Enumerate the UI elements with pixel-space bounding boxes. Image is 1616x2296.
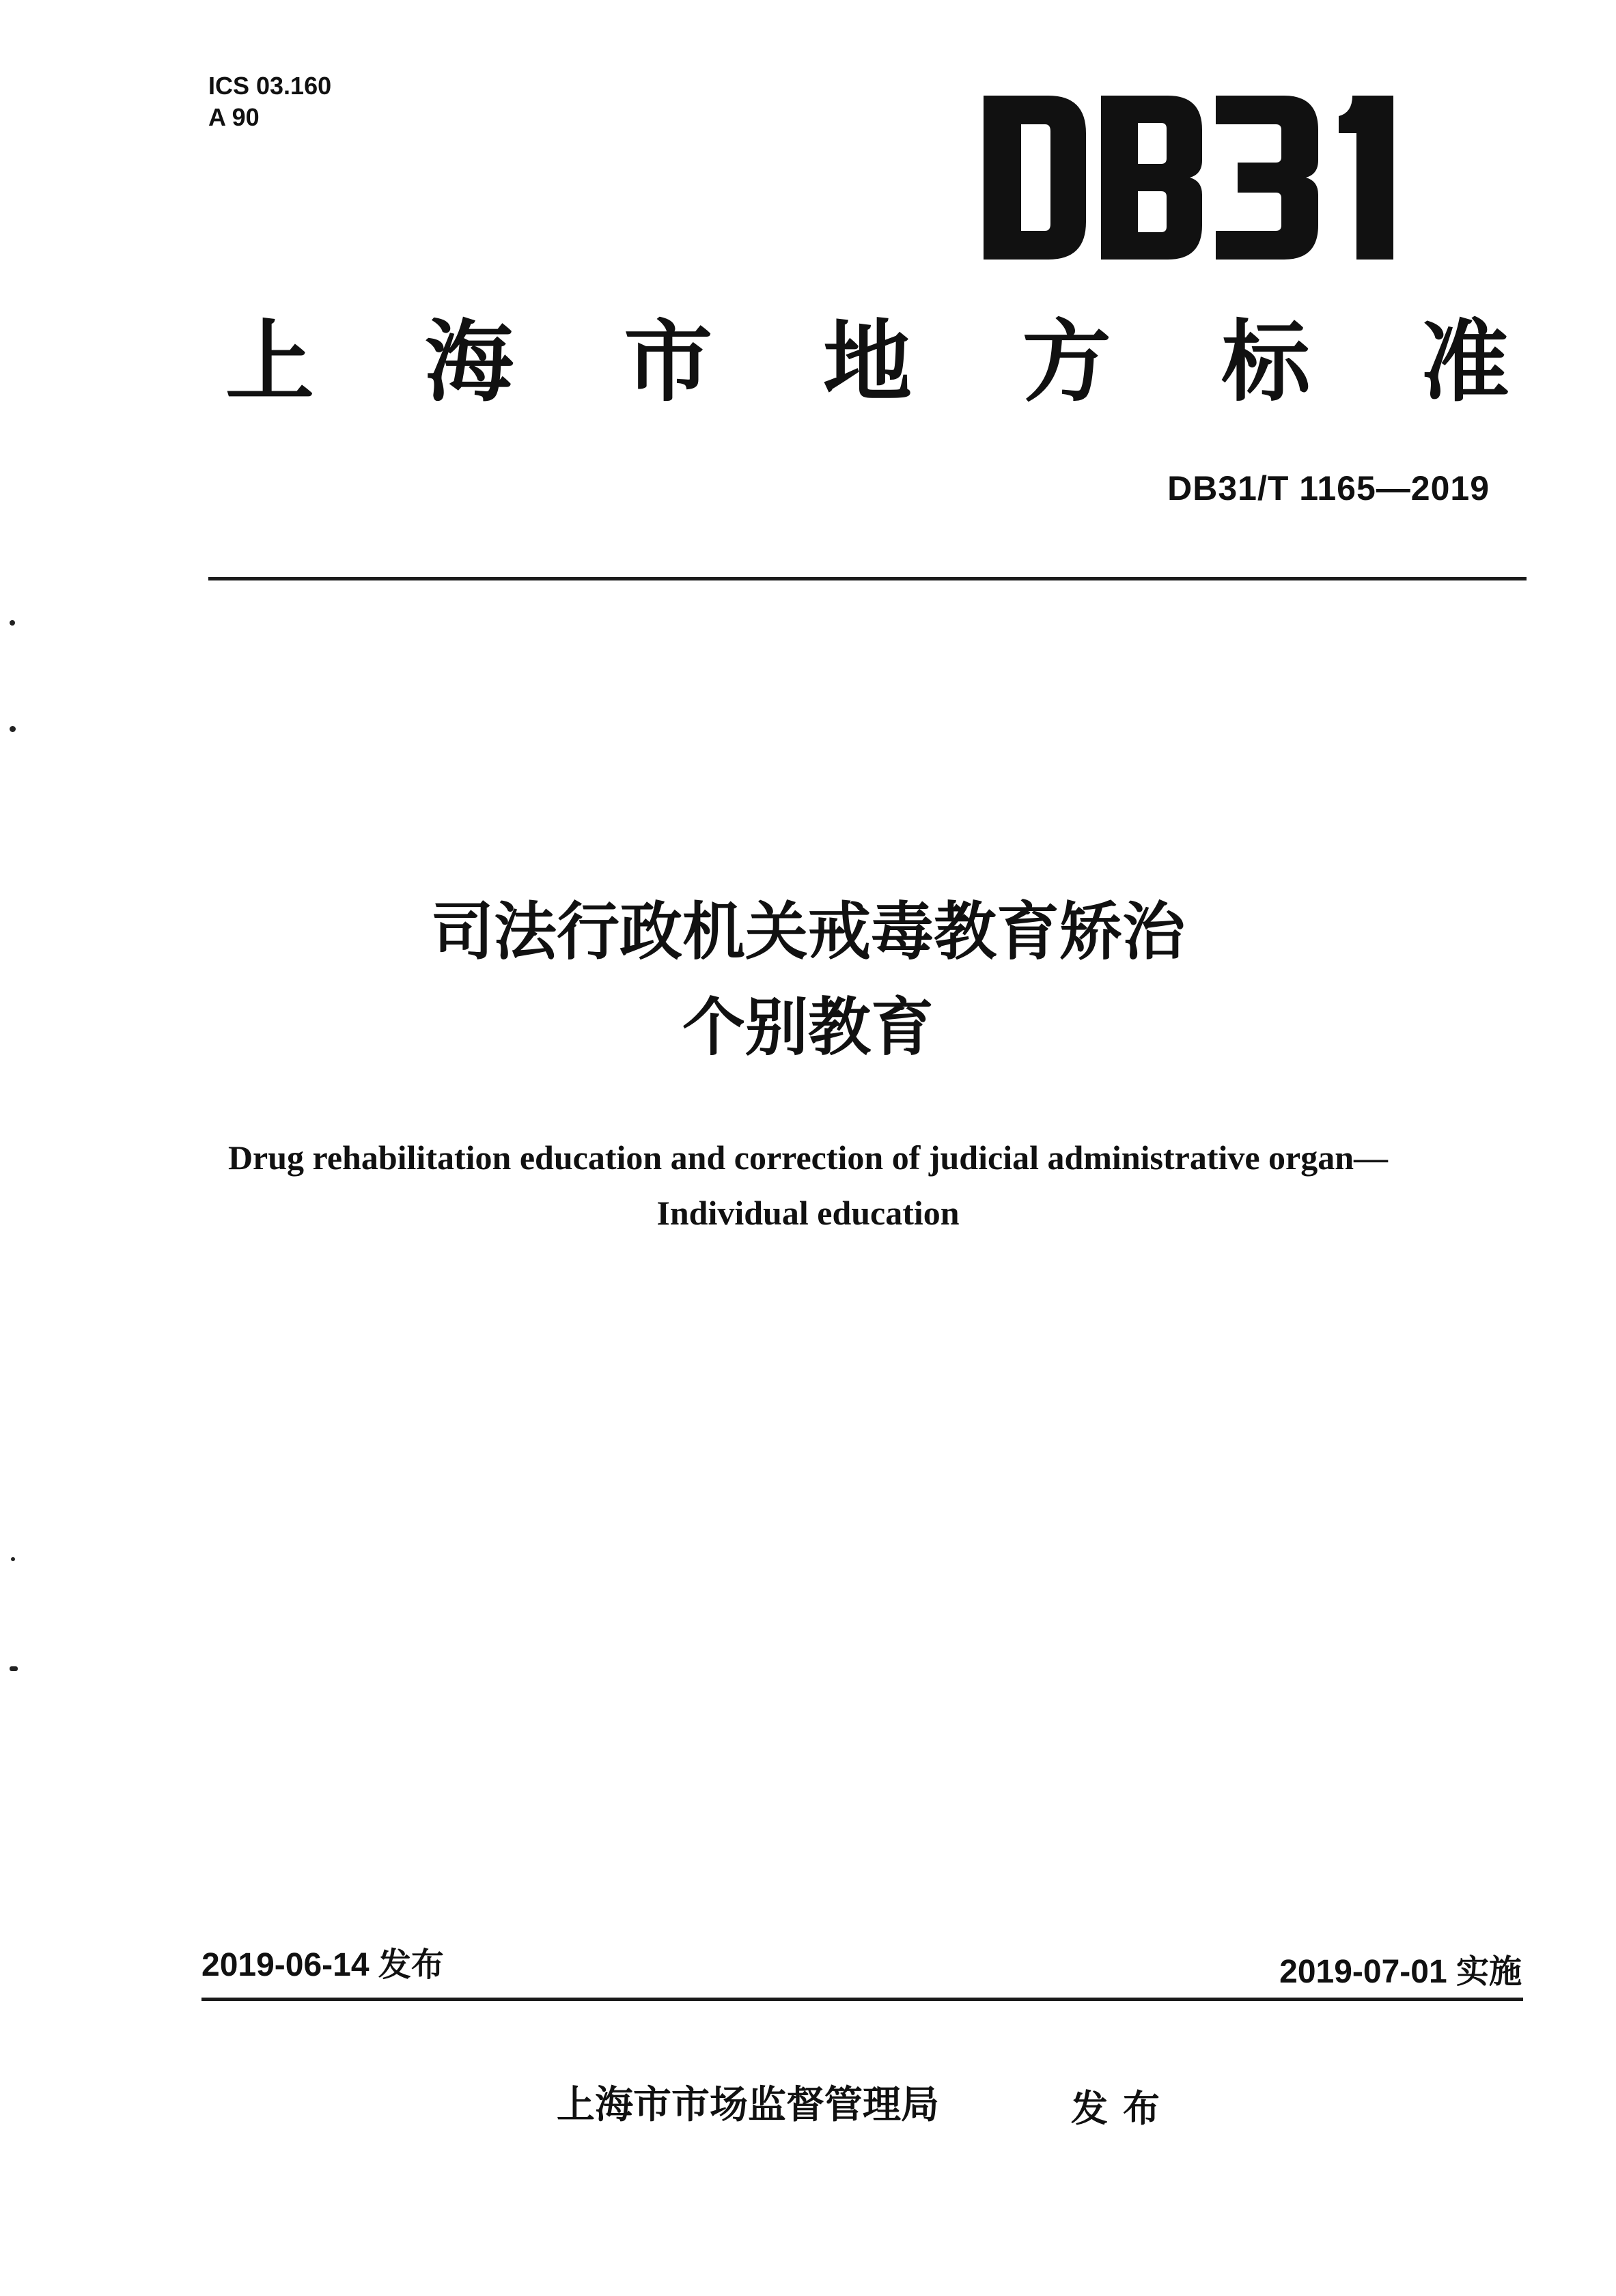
standard-type-heading	[225, 311, 1509, 413]
implementation-date: 2019-07-01 实施	[1279, 1954, 1522, 1990]
scan-speck	[10, 620, 15, 626]
header-divider	[208, 577, 1527, 580]
publisher-action: 发布	[1071, 2087, 1175, 2130]
standard-type-char: 上	[225, 310, 315, 414]
standard-type-char: 地	[822, 310, 912, 414]
title-chinese-line2: 个别教育	[682, 991, 934, 1064]
standard-type-char: 标	[1221, 310, 1311, 414]
ics-code: ICS 03.160	[208, 72, 332, 100]
ccs-code: A 90	[208, 103, 260, 131]
scan-speck	[10, 726, 16, 732]
publisher-name: 上海市市场监督管理局	[557, 2083, 939, 2127]
standard-type-char: 海	[424, 310, 514, 414]
footer-divider	[201, 1998, 1523, 2001]
scan-speck	[11, 1557, 15, 1561]
standard-type-char: 准	[1420, 310, 1509, 414]
standard-type-char: 市	[624, 310, 713, 414]
title-english-line2: Individual education	[656, 1194, 960, 1232]
title-english-line1: Drug rehabilitation education and correction of judicial administrative organ—	[227, 1138, 1389, 1177]
standard-number: DB31/T 1165—2019	[1167, 469, 1490, 507]
standard-type-char: 方	[1022, 310, 1111, 414]
db31-logo	[984, 96, 1431, 260]
title-chinese-line1: 司法行政机关戒毒教育矫治	[430, 895, 1185, 968]
scan-speck	[10, 1666, 18, 1671]
issue-date: 2019-06-14 发布	[201, 1947, 444, 1983]
